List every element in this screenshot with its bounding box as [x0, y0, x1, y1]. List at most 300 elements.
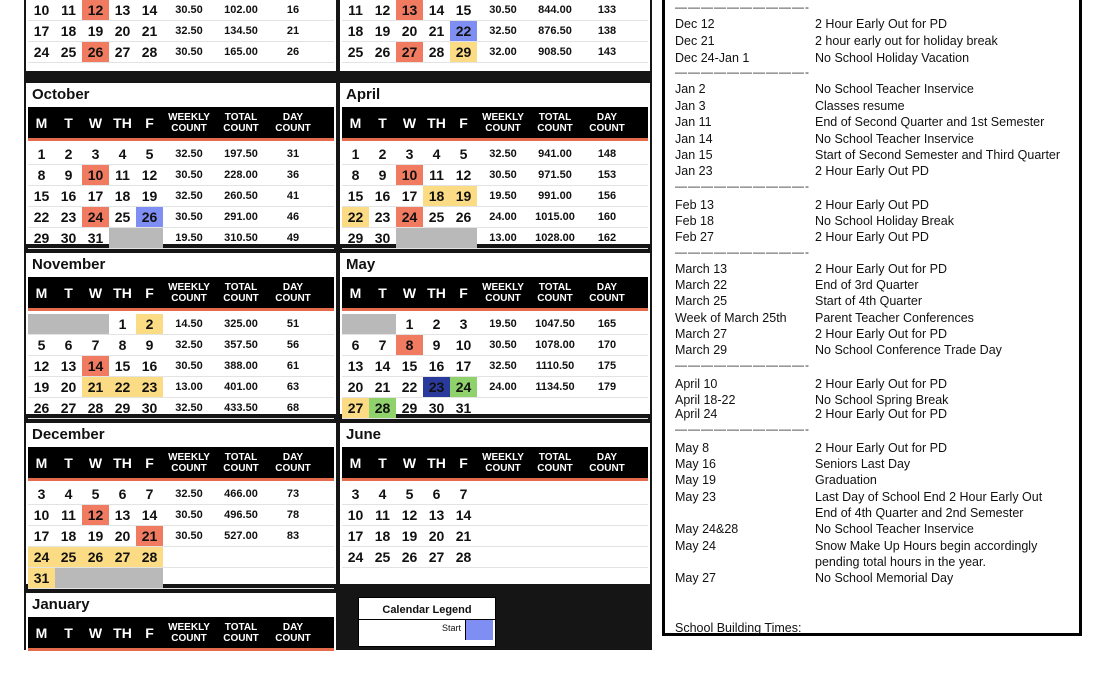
date-cell: 16: [141, 358, 158, 374]
date-cell: 25: [114, 209, 131, 225]
date-cell: [450, 228, 477, 248]
date-cell: 14: [141, 507, 158, 523]
weekday-label: W: [88, 284, 103, 301]
weekly-count: 30.50: [175, 360, 203, 372]
section-separator: ——————————-: [675, 245, 810, 259]
date-cell: 22: [109, 377, 136, 397]
stat-column-label: WEEKLY COUNT: [482, 281, 524, 304]
day-count: 175: [597, 360, 617, 372]
date-cell: 17: [87, 188, 104, 204]
date-cell: 7: [145, 486, 154, 502]
event-description: 2 hour early out for holiday break: [815, 34, 998, 48]
weekly-count: 19.50: [489, 190, 517, 202]
weekly-count: 24.00: [489, 211, 517, 223]
total-count: [529, 398, 581, 418]
day-count: [267, 568, 319, 588]
weekly-count: 32.50: [175, 402, 203, 414]
date-cell: 25: [55, 547, 82, 567]
date-cell: [396, 228, 423, 248]
weekday-label: TH: [427, 114, 446, 131]
date-cell: 17: [33, 23, 50, 39]
date-cell: 24: [347, 549, 364, 565]
date-cell: 6: [432, 486, 441, 502]
date-cell: 29: [114, 400, 131, 416]
day-count: 156: [597, 190, 617, 202]
date-cell: 5: [459, 146, 468, 162]
stat-column-label: TOTAL COUNT: [223, 281, 259, 304]
week-row: [342, 144, 648, 165]
week-row: [28, 568, 334, 589]
date-cell: 11: [375, 507, 390, 523]
total-count: 310.50: [224, 232, 258, 244]
stat-column-label: DAY COUNT: [275, 451, 311, 474]
date-cell: 7: [91, 337, 100, 353]
event-date: Week of March 25th: [675, 311, 787, 325]
date-cell: 18: [114, 188, 131, 204]
week-row: [342, 484, 648, 505]
weekly-count: [477, 526, 529, 546]
date-cell: 31: [28, 568, 55, 588]
date-cell: 19: [141, 188, 158, 204]
date-cell: 5: [405, 486, 414, 502]
date-cell: 29: [401, 400, 418, 416]
event-date: May 27: [675, 571, 716, 585]
date-cell: 27: [396, 42, 423, 62]
total-count: [215, 547, 267, 567]
date-cell: 30: [428, 400, 445, 416]
date-cell: 4: [432, 146, 441, 162]
month-grid: [342, 0, 648, 63]
weekly-count: 13.00: [489, 232, 517, 244]
weekday-label: W: [402, 454, 417, 471]
day-count: 31: [286, 148, 300, 160]
date-cell: 12: [141, 167, 158, 183]
date-cell: 14: [428, 2, 445, 18]
date-cell: 24: [33, 44, 50, 60]
event-description: Start of Second Semester and Third Quarter: [815, 148, 1061, 162]
date-cell: 10: [33, 507, 50, 523]
date-cell: 7: [459, 486, 468, 502]
date-cell: 5: [37, 337, 46, 353]
date-cell: 26: [455, 209, 472, 225]
date-cell: 10: [455, 337, 472, 353]
weekly-count: [477, 547, 529, 567]
event-description: Parent Teacher Conferences: [815, 311, 974, 325]
date-cell: 15: [347, 188, 364, 204]
weekly-count: 32.50: [489, 148, 517, 160]
weekday-label: F: [459, 284, 468, 301]
calendar-legend: [358, 597, 496, 647]
date-cell: 27: [428, 549, 445, 565]
date-cell: 25: [60, 44, 77, 60]
date-cell: 22: [401, 379, 418, 395]
month-sep: [26, 0, 336, 71]
week-row: [28, 186, 334, 207]
section-separator: ——————————-: [675, 358, 810, 372]
week-row: [342, 165, 648, 186]
stat-column-label: DAY COUNT: [589, 111, 625, 134]
date-cell: 21: [141, 23, 158, 39]
stat-column-label: TOTAL COUNT: [537, 451, 573, 474]
total-count: 1110.50: [535, 360, 575, 372]
section-separator: ——————————-: [675, 0, 810, 14]
weekday-label: TH: [427, 454, 446, 471]
week-row: [342, 314, 648, 335]
day-count: 16: [286, 4, 300, 16]
weekday-label: W: [88, 624, 103, 641]
date-cell: 29: [450, 42, 477, 62]
date-cell: 11: [348, 2, 363, 18]
event-description: No School Memorial Day: [815, 571, 954, 585]
date-cell: 4: [64, 486, 73, 502]
day-count: 165: [597, 318, 617, 330]
date-cell: [28, 314, 55, 334]
legend-start-swatch: [465, 620, 493, 640]
total-count: 527.00: [224, 530, 258, 542]
date-cell: 27: [60, 400, 77, 416]
date-cell: 2: [136, 314, 163, 334]
date-cell: 2: [432, 316, 441, 332]
weekday-label: W: [402, 114, 417, 131]
total-count: 357.50: [224, 339, 258, 351]
month-title: November: [32, 256, 106, 273]
weekly-count: [163, 547, 215, 567]
total-count: 325.00: [224, 318, 258, 330]
date-cell: 18: [347, 23, 364, 39]
event-description: Start of 4th Quarter: [815, 294, 922, 308]
day-count: 179: [597, 381, 617, 393]
week-row: [342, 335, 648, 356]
date-cell: 14: [374, 358, 391, 374]
week-row: [28, 398, 334, 419]
week-row: [28, 0, 334, 21]
weekday-label: M: [35, 114, 48, 131]
week-row: [28, 165, 334, 186]
date-cell: 13: [396, 0, 423, 20]
date-cell: [342, 314, 369, 334]
date-cell: 10: [82, 165, 109, 185]
day-count: 56: [286, 339, 300, 351]
date-cell: 24: [82, 207, 109, 227]
month-apr: [340, 83, 650, 244]
date-cell: [136, 568, 163, 588]
weekday-header: [28, 617, 334, 651]
week-row: [342, 377, 648, 398]
event-description: End of 3rd Quarter: [815, 278, 919, 292]
total-count: 197.50: [224, 148, 258, 160]
date-cell: 26: [401, 549, 418, 565]
total-count: 971.50: [538, 169, 572, 181]
date-cell: 3: [37, 486, 46, 502]
day-count: 162: [597, 232, 617, 244]
date-cell: 9: [64, 167, 73, 183]
date-cell: 17: [33, 528, 50, 544]
week-row: [28, 21, 334, 42]
date-cell: 6: [118, 486, 127, 502]
month-title: April: [346, 86, 381, 103]
day-count: 36: [286, 169, 300, 181]
total-count: 102.00: [224, 4, 258, 16]
total-count: 941.00: [538, 148, 572, 160]
section-separator: ——————————-: [675, 422, 810, 436]
month-grid: [28, 144, 334, 249]
month-title: October: [32, 86, 90, 103]
date-cell: 12: [455, 167, 472, 183]
week-row: [28, 314, 334, 335]
weekly-count: 19.50: [489, 318, 517, 330]
date-cell: 25: [374, 549, 391, 565]
date-cell: 13: [60, 358, 77, 374]
day-count: 61: [286, 360, 300, 372]
day-count: 138: [597, 25, 617, 37]
date-cell: 22: [33, 209, 50, 225]
date-cell: 10: [396, 165, 423, 185]
event-description: 2 Hour Early Out for PD: [815, 17, 947, 31]
date-cell: 18: [60, 528, 77, 544]
day-count: 49: [286, 232, 300, 244]
weekday-label: T: [378, 114, 387, 131]
total-count: [215, 568, 267, 588]
date-cell: 25: [347, 44, 364, 60]
stat-column-label: WEEKLY COUNT: [168, 621, 210, 644]
date-cell: 24: [450, 377, 477, 397]
week-row: [28, 335, 334, 356]
date-cell: [82, 314, 109, 334]
weekday-label: T: [378, 454, 387, 471]
date-cell: 19: [33, 379, 50, 395]
event-description: No School Spring Break: [815, 393, 949, 407]
stat-column-label: DAY COUNT: [589, 451, 625, 474]
weekly-count: 30.50: [175, 46, 203, 58]
week-row: [28, 356, 334, 377]
date-cell: 26: [374, 44, 391, 60]
weekly-count: 19.50: [175, 232, 203, 244]
date-cell: 26: [82, 547, 109, 567]
month-jan: [26, 593, 336, 673]
date-cell: 20: [347, 379, 364, 395]
event-description: Classes resume: [815, 99, 905, 113]
legend-start-label: Start: [441, 623, 461, 633]
weekday-label: M: [349, 454, 362, 471]
date-cell: 14: [141, 2, 158, 18]
week-row: [342, 207, 648, 228]
week-row: [342, 0, 648, 21]
date-cell: 5: [145, 146, 154, 162]
event-date: Jan 23: [675, 164, 713, 178]
date-cell: 21: [374, 379, 391, 395]
weekday-label: F: [145, 284, 154, 301]
date-cell: 17: [455, 358, 472, 374]
date-cell: 19: [87, 23, 104, 39]
event-description: No School Holiday Vacation: [815, 51, 970, 65]
date-cell: 30: [141, 400, 158, 416]
day-count: 46: [286, 211, 300, 223]
event-description: No School Holiday Break: [815, 214, 954, 228]
date-cell: 15: [114, 358, 131, 374]
date-cell: 26: [136, 207, 163, 227]
date-cell: 29: [33, 230, 50, 246]
event-date: Feb 13: [675, 198, 714, 212]
weekly-count: 30.50: [489, 339, 517, 351]
event-date: April 18-22: [675, 393, 736, 407]
week-row: [342, 42, 648, 63]
date-cell: 20: [60, 379, 77, 395]
date-cell: 11: [61, 507, 76, 523]
date-cell: 24: [28, 547, 55, 567]
date-cell: 11: [429, 167, 444, 183]
weekly-count: [163, 568, 215, 588]
weekly-count: 24.00: [489, 381, 517, 393]
date-cell: 28: [428, 44, 445, 60]
date-cell: 15: [33, 188, 50, 204]
date-cell: 13: [428, 507, 445, 523]
day-count: 160: [597, 211, 617, 223]
weekly-count: 32.50: [175, 25, 203, 37]
event-description: 2 Hour Early Out PD: [815, 230, 929, 244]
month-grid: [342, 314, 648, 419]
stat-column-label: TOTAL COUNT: [223, 111, 259, 134]
event-description: 2 Hour Early Out for PD: [815, 327, 947, 341]
event-description: 2 Hour Early Out PD: [815, 198, 929, 212]
event-date: May 24&28: [675, 522, 739, 536]
event-date: April 10: [675, 377, 718, 391]
total-count: 991.00: [538, 190, 572, 202]
month-nov: [26, 253, 336, 414]
total-count: [529, 484, 581, 504]
date-cell: 12: [401, 507, 418, 523]
date-cell: 26: [33, 400, 50, 416]
week-row: [342, 526, 648, 547]
date-cell: 13: [114, 507, 131, 523]
date-cell: 27: [342, 398, 369, 418]
weekday-label: M: [349, 284, 362, 301]
calendar-grid-area: [24, 0, 652, 650]
events-panel: [662, 0, 1082, 636]
date-cell: [369, 314, 396, 334]
event-description: End of 4th Quarter and 2nd Semester: [815, 506, 1024, 520]
date-cell: 5: [91, 486, 100, 502]
total-count: 908.50: [538, 46, 572, 58]
week-row: [28, 42, 334, 63]
weekday-label: T: [64, 114, 73, 131]
date-cell: 1: [405, 316, 414, 332]
weekly-count: 30.50: [175, 530, 203, 542]
weekday-label: F: [459, 114, 468, 131]
date-cell: [55, 568, 82, 588]
week-row: [342, 228, 648, 249]
week-row: [342, 21, 648, 42]
event-date: Feb 18: [675, 214, 714, 228]
total-count: 466.00: [224, 488, 258, 500]
week-row: [28, 207, 334, 228]
date-cell: 12: [82, 0, 109, 20]
total-count: [529, 505, 581, 525]
week-row: [28, 377, 334, 398]
month-title: June: [346, 426, 382, 443]
event-description: No School Conference Trade Day: [815, 343, 1002, 357]
date-cell: 28: [455, 549, 472, 565]
date-cell: 17: [401, 188, 418, 204]
date-cell: 16: [428, 358, 445, 374]
building-times-heading: School Building Times:: [675, 621, 802, 635]
event-description: 2 Hour Early Out for PD: [815, 407, 947, 421]
month-grid: [28, 484, 334, 589]
month-jun: [340, 423, 650, 584]
stat-column-label: DAY COUNT: [275, 111, 311, 134]
date-cell: 3: [91, 146, 100, 162]
date-cell: 8: [351, 167, 360, 183]
date-cell: 21: [428, 23, 445, 39]
date-cell: 9: [432, 337, 441, 353]
weekday-label: M: [349, 114, 362, 131]
weekday-label: F: [145, 114, 154, 131]
week-row: [28, 228, 334, 249]
date-cell: 19: [450, 186, 477, 206]
date-cell: 15: [401, 358, 418, 374]
date-cell: 28: [369, 398, 396, 418]
stat-column-label: WEEKLY COUNT: [482, 111, 524, 134]
total-count: 1028.00: [535, 232, 575, 244]
date-cell: 9: [378, 167, 387, 183]
week-row: [28, 547, 334, 568]
weekly-count: 30.50: [175, 4, 203, 16]
weekday-label: W: [88, 114, 103, 131]
date-cell: 14: [82, 356, 109, 376]
date-cell: 16: [374, 188, 391, 204]
date-cell: 14: [455, 507, 472, 523]
event-description: Graduation: [815, 473, 877, 487]
date-cell: 23: [374, 209, 391, 225]
weekly-count: 32.50: [175, 488, 203, 500]
date-cell: 6: [351, 337, 360, 353]
stat-column-label: TOTAL COUNT: [537, 111, 573, 134]
date-cell: 31: [87, 230, 104, 246]
legend-title: Calendar Legend: [359, 598, 495, 620]
week-row: [28, 505, 334, 526]
stat-column-label: WEEKLY COUNT: [168, 281, 210, 304]
date-cell: 2: [64, 146, 73, 162]
weekly-count: 13.00: [175, 381, 203, 393]
date-cell: [55, 314, 82, 334]
date-cell: 1: [37, 146, 46, 162]
date-cell: 30: [60, 230, 77, 246]
weekday-label: F: [145, 624, 154, 641]
date-cell: [109, 568, 136, 588]
weekly-count: 14.50: [175, 318, 203, 330]
total-count: 1078.00: [535, 339, 575, 351]
weekly-count: 30.50: [489, 4, 517, 16]
event-date: May 23: [675, 490, 716, 504]
date-cell: 7: [378, 337, 387, 353]
stat-column-label: DAY COUNT: [275, 281, 311, 304]
day-count: 51: [286, 318, 300, 330]
month-mar: [340, 0, 650, 71]
weekday-label: TH: [427, 284, 446, 301]
date-cell: 10: [347, 507, 364, 523]
total-count: 1134.50: [535, 381, 575, 393]
date-cell: 8: [118, 337, 127, 353]
date-cell: 1: [351, 146, 360, 162]
date-cell: 24: [396, 207, 423, 227]
section-separator: ——————————-: [675, 179, 810, 193]
weekday-label: M: [35, 454, 48, 471]
date-cell: 3: [405, 146, 414, 162]
weekday-label: TH: [113, 624, 132, 641]
month-title: May: [346, 256, 376, 273]
date-cell: 17: [347, 528, 364, 544]
date-cell: 22: [342, 207, 369, 227]
total-count: 1047.50: [535, 318, 575, 330]
